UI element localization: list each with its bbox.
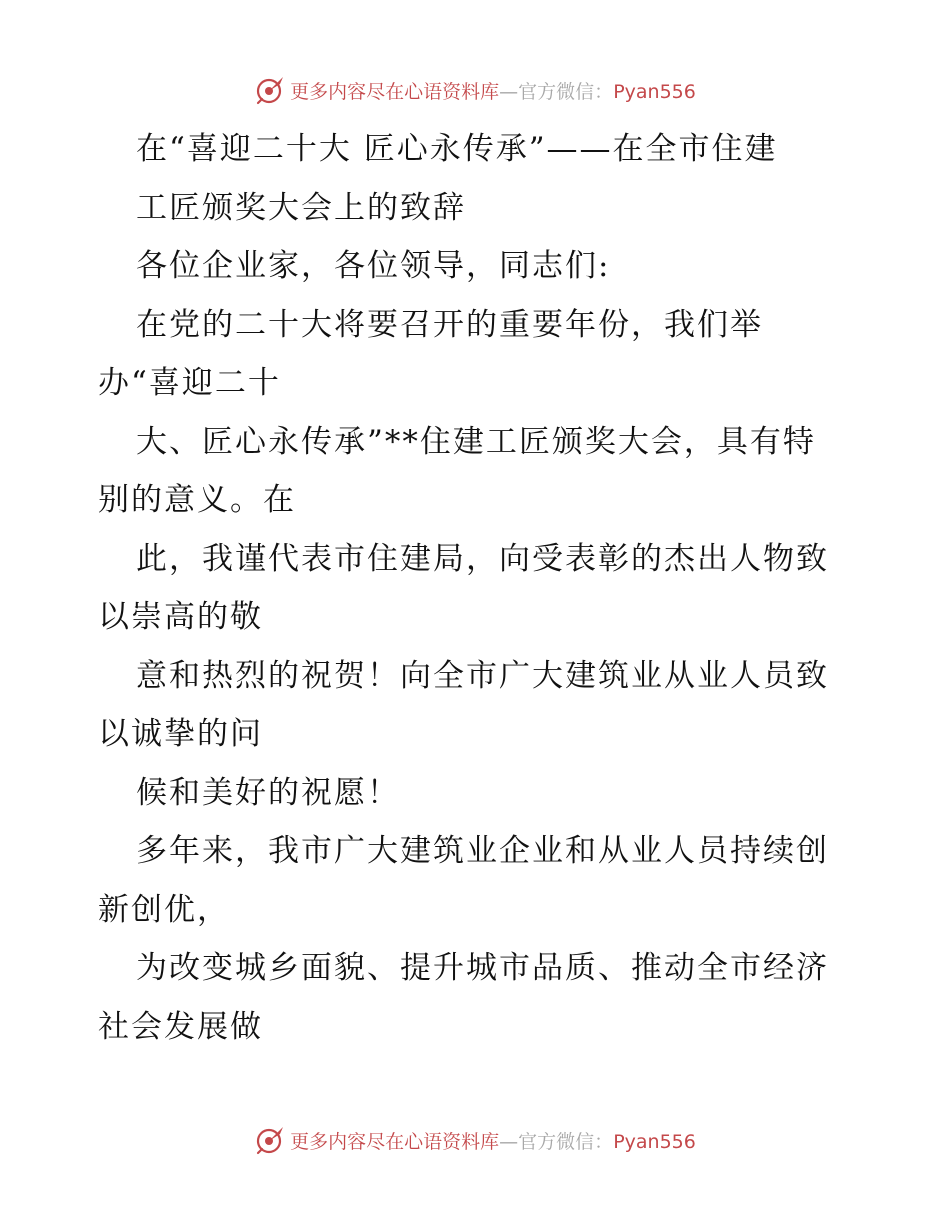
doc-line: 社会发展做 (98, 1008, 263, 1045)
doc-line: 多年来，我市广大建筑业企业和从业人员持续创 (136, 833, 829, 869)
quill-logo-icon (254, 1124, 286, 1156)
header-wechat-id: Pyan556 (613, 80, 696, 103)
doc-line: 为改变城乡面貌、提升城市品质、推动全市经济 (136, 950, 829, 986)
doc-line: 别的意义。在 (98, 482, 296, 518)
doc-line: 工匠颁奖大会上的致辞 (136, 189, 466, 226)
doc-line: 各位企业家，各位领导，同志们: (136, 248, 611, 284)
doc-line: 新创优， (98, 891, 230, 928)
header-brand-text: 更多内容尽在心语资料库 (290, 80, 500, 103)
footer-banner (0, 1120, 950, 1160)
doc-line: 以诚挚的问 (98, 716, 263, 752)
header-wechat-label: 官方微信： (518, 80, 614, 103)
doc-line: 候和美好的祝愿！ (136, 774, 400, 811)
doc-line: 以崇高的敬 (98, 599, 263, 635)
header-banner-text (290, 77, 696, 104)
footer-dash: — (499, 1130, 519, 1153)
quill-logo-icon (254, 74, 286, 106)
header-dash: — (499, 80, 519, 103)
doc-line: 在“喜迎二十大 匠心永传承”——在全市住建 (136, 131, 778, 167)
footer-wechat-id: Pyan556 (613, 1130, 696, 1153)
document-body (98, 120, 858, 1056)
header-banner (0, 70, 950, 110)
doc-line: 办“喜迎二十 (98, 365, 281, 401)
footer-banner-text (290, 1127, 696, 1154)
doc-line: 意和热烈的祝贺！向全市广大建筑业从业人员致 (136, 657, 829, 694)
doc-line: 大、匠心永传承”**住建工匠颁奖大会，具有特 (136, 423, 816, 460)
doc-line: 在党的二十大将要召开的重要年份，我们举 (136, 306, 763, 343)
doc-line: 此，我谨代表市住建局，向受表彰的杰出人物致 (136, 540, 829, 577)
footer-brand-text: 更多内容尽在心语资料库 (290, 1130, 500, 1153)
footer-wechat-label: 官方微信： (518, 1130, 614, 1153)
